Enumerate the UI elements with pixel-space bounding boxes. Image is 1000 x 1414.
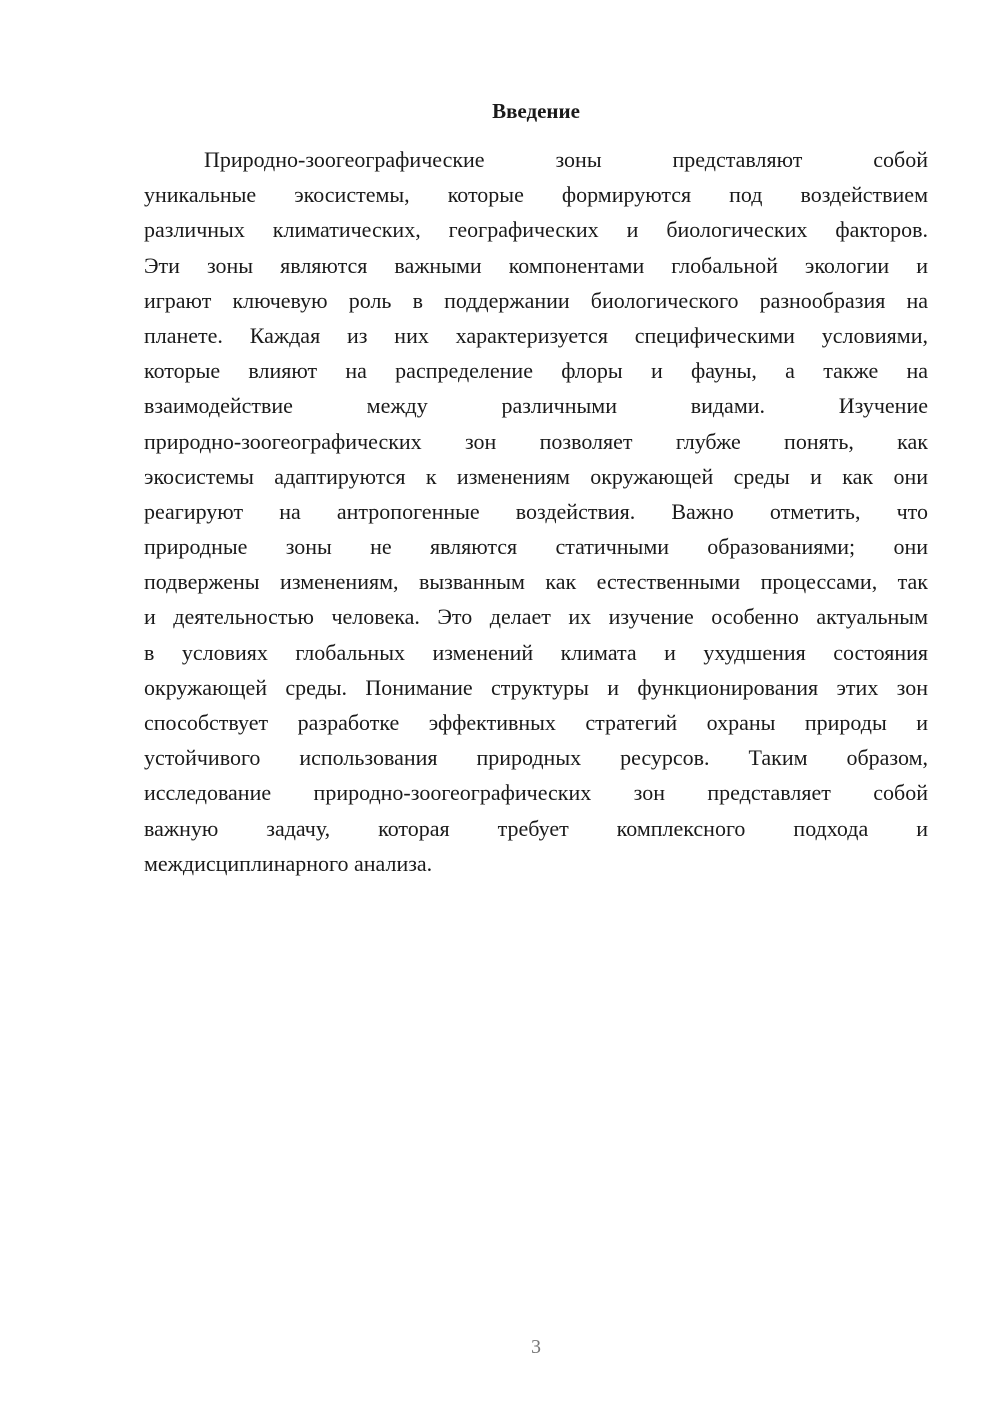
page-title: Введение [492, 99, 580, 123]
paragraph-line: планете. Каждая из них характеризуется специфическими условиями, [144, 322, 928, 348]
paragraph-line: природные зоны не являются статичными образованиями; они [144, 534, 928, 560]
paragraph-line: реагируют на антропогенные воздействия. Важно отметить, что [144, 498, 928, 524]
intro-paragraph [144, 142, 928, 881]
paragraph-line: важную задачу, которая требует комплексного подхода и [144, 815, 928, 841]
paragraph-line: которые влияют на распределение флоры и фауны, а также на [144, 358, 928, 384]
paragraph-line: исследование природно-зоогеографических зон представляет собой [144, 780, 928, 806]
paragraph-line: междисциплинарного анализа. [144, 850, 433, 876]
paragraph-line: подвержены изменениям, вызванным как естественными процессами, так [144, 569, 928, 595]
paragraph-line: устойчивого использования природных ресурсов. Таким образом, [144, 745, 928, 771]
paragraph-line: природно-зоогеографических зон позволяет глубже понять, как [144, 428, 928, 454]
paragraph-line: окружающей среды. Понимание структуры и функционирования этих зон [144, 674, 928, 700]
paragraph-line: и деятельностью человека. Это делает их изучение особенно актуальным [144, 604, 928, 630]
paragraph-line: различных климатических, географических и биологических факторов. [144, 217, 928, 243]
paragraph-line: Эти зоны являются важными компонентами глобальной экологии и [144, 252, 928, 278]
paragraph-line: экосистемы адаптируются к изменениям окружающей среды и как они [144, 463, 928, 489]
paragraph-line: в условиях глобальных изменений климата и ухудшения состояния [144, 639, 928, 665]
paragraph-line: Природно-зоогеографические зоны представляют собой [204, 147, 928, 172]
paragraph-line: уникальные экосистемы, которые формируются под воздействием [144, 182, 928, 208]
paragraph-line: взаимодействие между различными видами. Изучение [144, 393, 928, 419]
paragraph-line: играют ключевую роль в поддержании биологического разнообразия на [144, 287, 928, 313]
paragraph-line: способствует разработке эффективных стратегий охраны природы и [144, 710, 928, 735]
page-number: 3 [531, 1336, 541, 1358]
